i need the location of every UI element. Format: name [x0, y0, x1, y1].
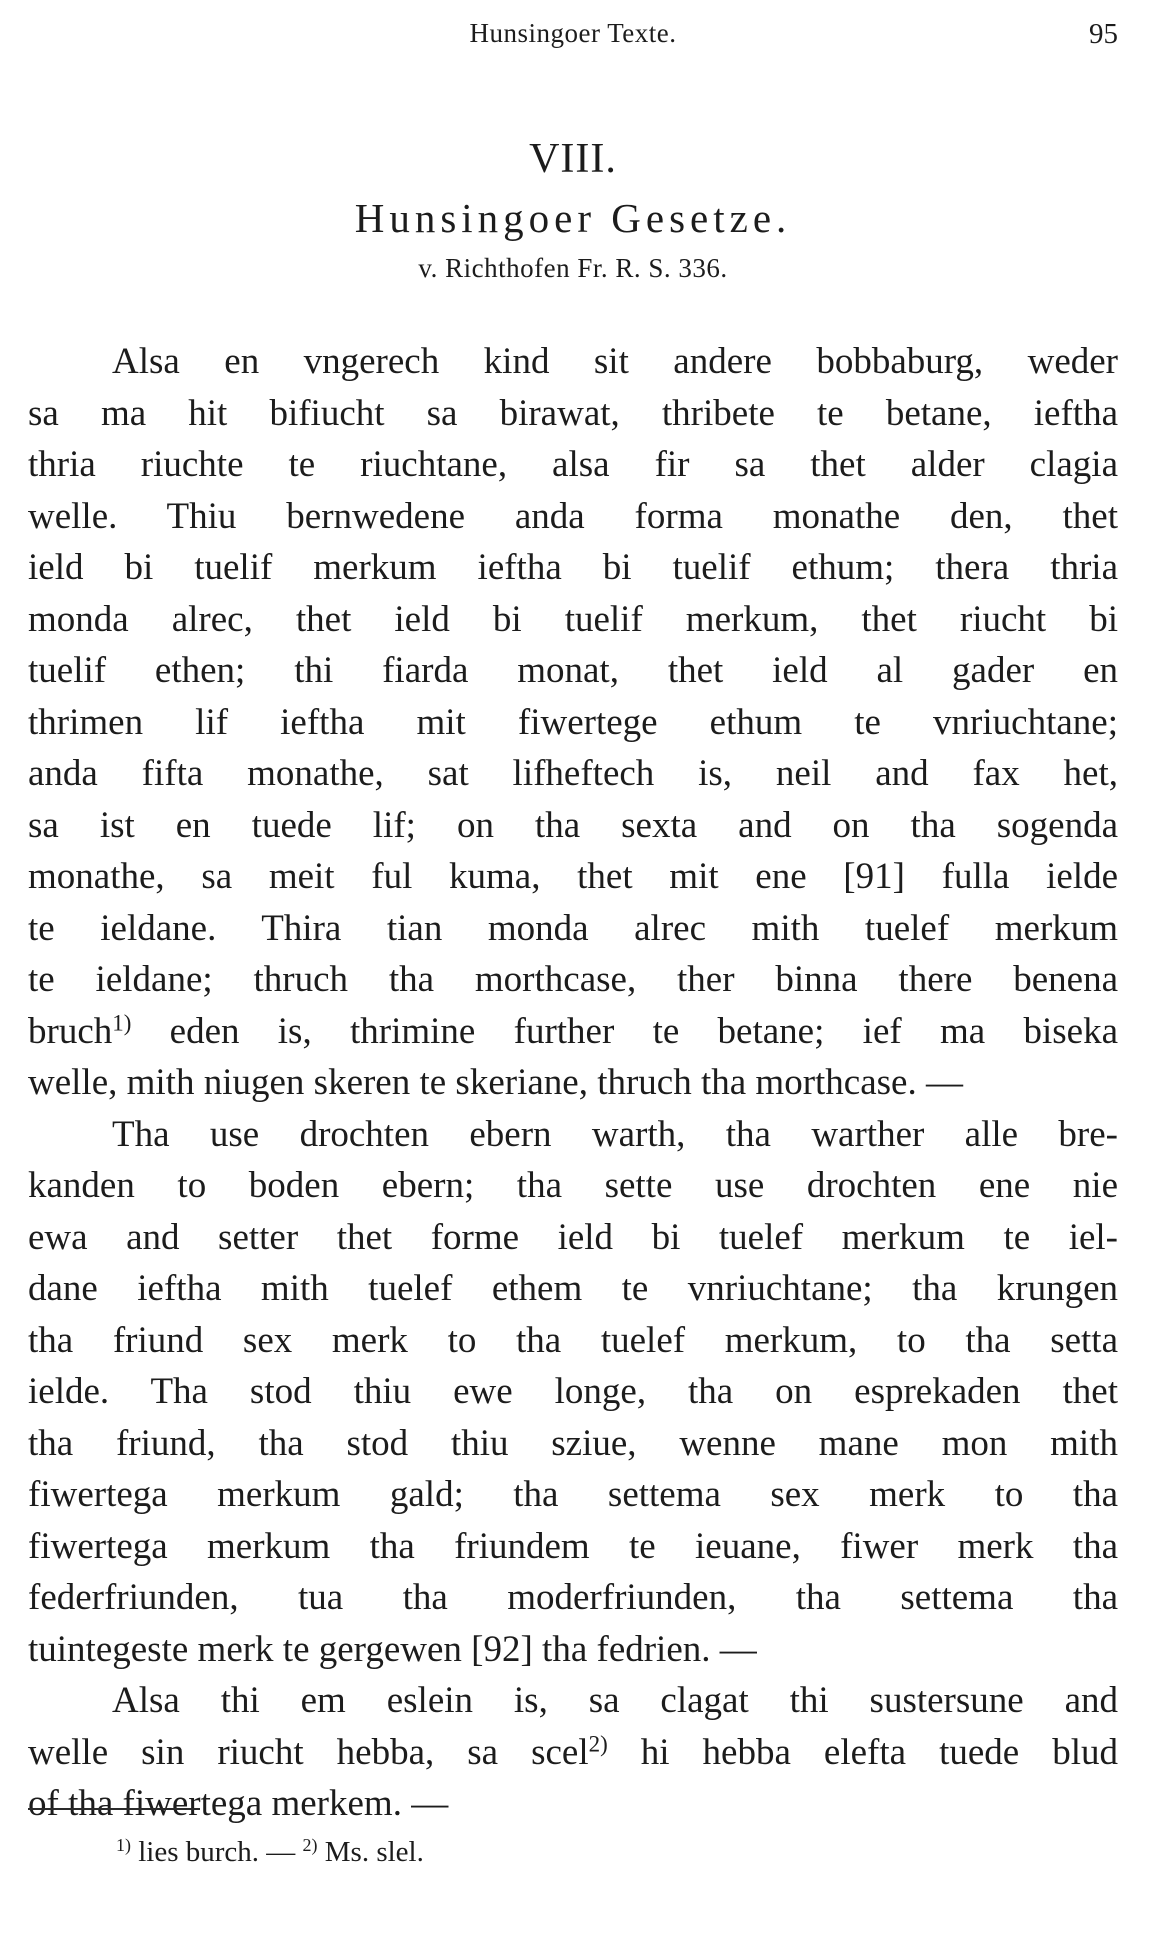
text-line: thria riuchte te riuchtane, alsa fir sa thet alder clagia: [28, 444, 1118, 485]
paragraph: [28, 1109, 1118, 1676]
text-line: ield bi tuelif merkum ieftha bi tuelif ethum; thera thria: [28, 547, 1118, 588]
text-segment: hi hebba elefta tuede blud: [607, 1731, 1118, 1773]
footnote-text: lies burch. —: [130, 1836, 303, 1868]
text-segment: welle sin riucht hebba, sa scel: [28, 1731, 589, 1773]
footnote-rule: [28, 1808, 200, 1810]
section-number: VIII.: [529, 136, 617, 182]
text-line: monda alrec, thet ield bi tuelif merkum, thet riucht bi: [28, 598, 1118, 640]
text-line: welle. Thiu bernwedene anda forma monathe den, thet: [28, 495, 1118, 537]
text-line: of tha fiwertega merkem. —: [28, 1783, 449, 1824]
text-line: [28, 1006, 1118, 1058]
text-line: ewa and setter thet forme ield bi tuelef merkum te iel-: [28, 1216, 1118, 1258]
text-line: fiwertega merkum tha friundem te ieuane, fiwer merk tha: [28, 1525, 1118, 1567]
text-line: kanden to boden ebern; tha sette use drochten ene nie: [28, 1165, 1118, 1206]
footnotes: [116, 1832, 424, 1872]
text-line: welle, mith niugen skeren te skeriane, thruch tha morthcase. —: [28, 1062, 963, 1103]
text-line: tha friund, tha stod thiu sziue, wenne mane mon mith: [28, 1422, 1118, 1464]
running-title: Hunsingoer Texte.: [469, 18, 677, 48]
paragraph: [28, 1675, 1118, 1830]
text-line: anda fifta monathe, sat lifheftech is, neil and fax het,: [28, 753, 1118, 794]
text-line: sa ist en tuede lif; on tha sexta and on tha sogenda: [28, 804, 1118, 846]
running-head: [28, 18, 1118, 58]
text-line: dane ieftha mith tuelef ethem te vnriuchtane; tha krungen: [28, 1268, 1118, 1309]
text-segment: eden is, thrimine further te betane; ief ma biseka: [131, 1010, 1118, 1052]
section-title: Hunsingoer Gesetze.: [354, 195, 792, 241]
text-line: tuelif ethen; thi fiarda monat, thet ield al gader en: [28, 650, 1118, 691]
body-text: [28, 336, 1118, 1830]
footnote-1: [116, 1836, 303, 1868]
text-line: sa ma hit bifiucht sa birawat, thribete te betane, ieftha: [28, 392, 1118, 434]
text-line: tha friund sex merk to tha tuelef merkum, to tha setta: [28, 1319, 1118, 1361]
book-page: [28, 0, 1118, 1956]
text-line: tuintegeste merk te gergewen [92] tha fedrien. —: [28, 1628, 757, 1670]
footnote-mark: 2): [302, 1835, 318, 1856]
footnote-reference: 2): [588, 1730, 608, 1756]
text-line: te ieldane; thruch tha morthcase, ther binna there benena: [28, 959, 1118, 1000]
text-line: ielde. Tha stod thiu ewe longe, tha on esprekaden thet: [28, 1371, 1118, 1412]
text-line: fiwertega merkum gald; tha settema sex merk to tha: [28, 1474, 1118, 1515]
text-segment: bruch: [28, 1010, 113, 1052]
footnote-mark: 1): [116, 1835, 131, 1856]
footnote-reference: 1): [112, 1009, 132, 1035]
footnote-text: Ms. slel.: [317, 1836, 424, 1868]
footnote-2: [303, 1836, 424, 1868]
section-source: v. Richthofen Fr. R. S. 336.: [418, 253, 728, 283]
text-line: monathe, sa meit ful kuma, thet mit ene [91] fulla ielde: [28, 856, 1118, 897]
text-line: Alsa en vngerech kind sit andere bobbaburg, weder: [112, 341, 1118, 382]
text-line: Alsa thi em eslein is, sa clagat thi sustersune and: [112, 1680, 1118, 1721]
section-heading: [28, 130, 1118, 288]
text-line: federfriunden, tua tha moderfriunden, tha settema tha: [28, 1577, 1118, 1618]
text-line: te ieldane. Thira tian monda alrec mith tuelef merkum: [28, 907, 1118, 949]
text-line: Tha use drochten ebern warth, tha warther alle bre-: [112, 1113, 1118, 1155]
page-number: 95: [1089, 18, 1118, 50]
text-line: thrimen lif ieftha mit fiwertege ethum te vnriuchtane;: [28, 701, 1118, 743]
paragraph: [28, 336, 1118, 1109]
text-line: [28, 1727, 1118, 1779]
